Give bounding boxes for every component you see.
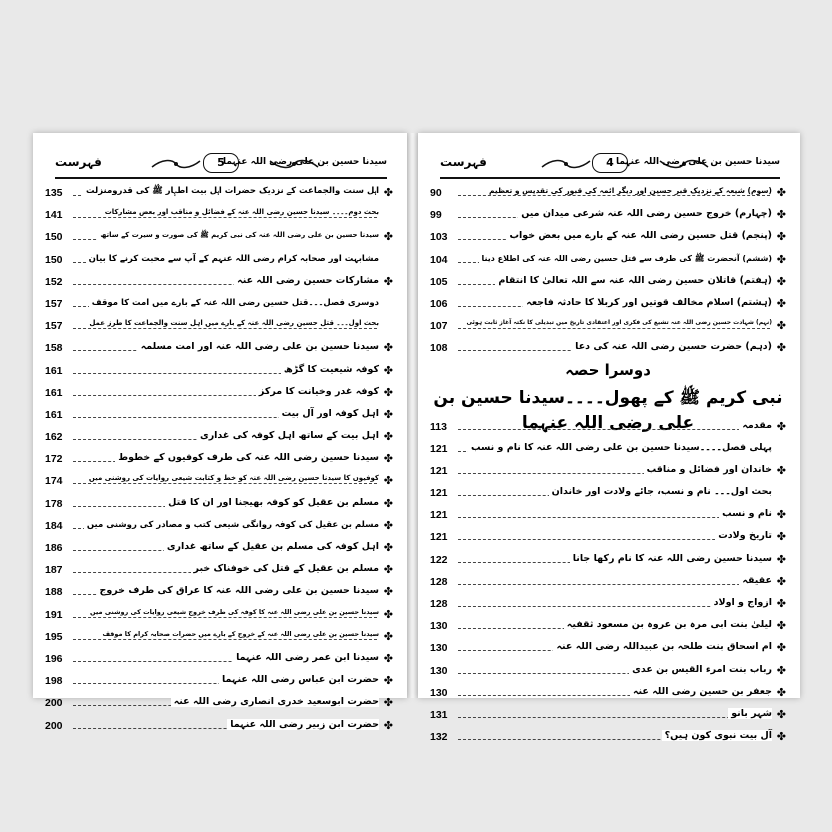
leader-dots [458,429,770,430]
toc-entry-text: (نہم) شہادت حسین رضی اللہ عنہ تشیع کی فکری اور اعتقادی تاریخ میں تبدیلی کا نکتہ آغاز ثابت ہوئی [464,319,772,326]
toc-entry-text: عقیقہ [739,575,772,586]
toc-entry [45,250,393,272]
toc-entry [430,727,786,749]
toc-entry-text: تاریخ ولادت [715,530,772,541]
toc-entry-text: کوفہ غدر وخیانت کا مرکز [256,386,379,397]
bullet-icon: ✤ [776,552,786,566]
toc-page-number: 121 [430,509,448,522]
toc-page-number: 103 [430,231,448,244]
toc-entry [430,338,786,360]
toc-entry-text: اہل سنت والجماعت کے نزدیک حضرات اہل بیت اطہار ﷺ کی قدرومنزلت [83,186,379,198]
toc-page-number: 113 [430,420,447,433]
toc-page-number: 121 [430,464,448,477]
toc-entry-text: سیدنا حسین بن علی رضی اللہ عنہ کا عراق کی طرف خروج [97,585,380,596]
toc-entry [45,183,393,205]
bullet-icon: ✤ [383,518,393,532]
toc-page-number: 184 [45,519,63,532]
right-page [418,133,800,744]
toc-page-number: 158 [45,342,63,355]
toc-page-number: 99 [430,209,442,222]
toc-page-number: 130 [430,686,448,699]
leader-dots [73,617,377,618]
toc-entry [430,461,786,483]
toc-page-number: 161 [45,408,63,421]
index-label: فہرست [55,155,102,169]
toc-entry [45,671,393,693]
toc-entry [45,627,393,649]
toc-entry-text: بحث اول۔۔۔ قتل حسین رضی اللہ عنہ کے بارے میں اہل سنت والجماعت کا طرز عمل [86,319,379,327]
toc-page-number: 135 [45,187,63,199]
toc-entry [430,505,786,527]
index-label: فہرست [440,155,487,169]
toc-page-number: 150 [45,253,63,266]
bullet-icon: ✤ [776,530,786,544]
toc-entry-text: مسلم بن عقیل کی کوفہ روانگی شیعی کتب و مصادر کی روشنی میں [84,519,379,530]
toc-entry-text: دوسری فصل۔۔۔قتل حسین رضی اللہ عنہ کے بارے میں امت کا موقف [89,297,379,308]
toc-entry-text: ازواج و اولاد [711,597,772,608]
toc-page-number: 130 [430,642,448,655]
toc-page-number: 130 [430,664,448,677]
toc-entry-text: سیدنا حسین رضی اللہ عنہ کی طرف کوفیوں کے خطوط [115,452,379,463]
toc-entry-text: سیدنا ابن عمر رضی اللہ عنہما [233,652,379,663]
toc-page-number: 162 [45,431,63,444]
toc-entry-text: (ششم) آنحضرت ﷺ کی طرف سے قتل حسین رضی اللہ عنہ کی اطلاع دینا [479,253,772,265]
toc-page-number: 128 [430,598,448,610]
running-title: سیدنا حسین بن علی رضی اللہ عنہما [615,157,780,167]
bullet-icon: ✤ [776,730,786,744]
toc-page-number: 106 [430,297,448,310]
section-title: دوسرا حصہ [565,360,651,379]
toc-entry [45,227,393,249]
bullet-icon: ✤ [776,707,786,721]
toc-page-number: 121 [430,531,448,544]
toc-entry [45,361,393,383]
bullet-icon: ✤ [383,407,393,421]
toc-entry [45,449,393,471]
toc-entry [430,439,786,461]
toc-page-number: 141 [45,209,63,222]
bullet-icon: ✤ [383,541,393,554]
toc-page-number: 200 [45,697,63,710]
toc-entry [430,483,786,505]
toc-page-number: 157 [45,320,63,333]
toc-page-number: 188 [45,586,63,599]
toc-entry-text: حضرت ابن زبیر رضی اللہ عنہما [227,719,379,730]
bullet-icon: ✤ [776,186,786,199]
toc-page-number: 121 [430,442,448,455]
toc-entry-text: حضرت ابن عباس رضی اللہ عنہما [219,674,379,685]
bullet-icon: ✤ [383,341,393,355]
leader-dots [458,195,770,196]
toc-entry [430,250,786,272]
bullet-icon: ✤ [383,585,393,599]
toc-list [430,183,786,749]
bullet-icon: ✤ [776,296,786,310]
bullet-icon: ✤ [776,508,786,522]
toc-entry [45,582,393,604]
bullet-icon: ✤ [776,208,786,222]
toc-page-number: 178 [45,497,63,510]
toc-entry-text: سیدنا حسین بن علی رضی اللہ عنہ کا کوفہ کی طرف خروج شیعی روایات کی روشنی میں [87,608,379,616]
toc-page-number: 90 [430,187,442,199]
bullet-icon: ✤ [776,641,786,655]
toc-entry [430,205,786,227]
toc-entry-text: نام و نسب [719,508,772,519]
toc-entry-text: (ہفتم) قاتلان حسین رضی اللہ عنہ سے اللہ تعالیٰ کا انتقام [495,275,772,286]
leader-dots [73,483,377,484]
toc-entry [45,605,393,627]
bullet-icon: ✤ [776,463,786,477]
toc-page-number: 132 [430,731,448,744]
toc-page-number: 130 [430,620,448,633]
bullet-icon: ✤ [383,563,393,577]
bullet-icon: ✤ [383,385,393,399]
toc-entry-text: سیدنا حسین رضی اللہ عنہ کا نام رکھا جانا [570,553,772,564]
toc-entry-text: ام اسحاق بنت طلحہ بن عبیداللہ رضی اللہ عنہ [553,641,772,652]
toc-entry [430,572,786,594]
page-header [440,153,780,179]
leader-dots [458,584,770,585]
toc-entry-text: سیدنا حسین بن علی رضی اللہ عنہ کے خروج کے بارے میں حضرات صحابہ کرام کا موقف [99,630,379,638]
toc-entry [45,471,393,493]
toc-entry-text: سیدنا حسین بن علی رضی اللہ عنہ اور امت مسلمہ [138,341,379,352]
toc-entry-text: مسلم بن عقیل کے قتل کی خوفناک خبر [191,563,379,574]
toc-entry-text: رباب بنت امرء القیس بن عدی [629,664,772,675]
bullet-icon: ✤ [776,274,786,288]
bullet-icon: ✤ [776,230,786,244]
toc-page-number: 161 [45,364,63,377]
toc-entry-text: اہل کوفہ اور آل بیت [279,408,379,419]
toc-entry-text: آل بیت نبوی کون ہیں؟ [662,730,772,741]
bullet-icon: ✤ [383,452,393,466]
toc-page-number: 196 [45,652,63,665]
bullet-icon: ✤ [776,341,786,355]
toc-page-number: 191 [45,608,63,621]
toc-entry [430,417,786,439]
toc-entry [45,560,393,582]
toc-entry [430,227,786,249]
toc-entry-text: (چہارم) خروج حسین رضی اللہ عنہ شرعی میدان میں [518,208,772,219]
section-subtitle: نبی کریم ﷺ کے پھول۔۔۔۔سیدنا حسین بن علی رضی اللہ عنہما [433,387,783,433]
toc-page-number: 187 [45,564,63,577]
bullet-icon: ✤ [776,619,786,633]
toc-entry-text: (پنجم) قتل حسین رضی اللہ عنہ کے بارے میں بعض خواب [506,230,772,241]
leader-dots [73,328,377,329]
toc-page-number: 186 [45,542,63,554]
toc-entry [430,661,786,683]
bullet-icon: ✤ [383,274,393,288]
bullet-icon: ✤ [383,629,393,643]
bullet-icon: ✤ [776,685,786,699]
toc-page-number: 108 [430,342,448,355]
page-number: 5 [203,153,239,173]
bullet-icon: ✤ [383,230,393,244]
bullet-icon: ✤ [383,430,393,444]
toc-entry [430,272,786,294]
toc-entry [45,405,393,427]
toc-entry [45,693,393,715]
ornament-icon [150,157,202,171]
toc-entry [45,294,393,316]
bullet-icon: ✤ [383,674,393,688]
toc-entry [430,616,786,638]
toc-list [45,183,393,738]
bullet-icon: ✤ [776,419,786,433]
bullet-icon: ✤ [383,696,393,710]
left-page [33,133,407,732]
toc-page-number: 121 [430,487,448,500]
toc-entry [430,705,786,727]
toc-page-number: 195 [45,630,63,643]
bullet-icon: ✤ [383,607,393,621]
bullet-icon: ✤ [383,474,393,488]
toc-entry [430,294,786,316]
leader-dots [458,328,770,329]
toc-entry [45,383,393,405]
toc-page-number: 105 [430,275,448,288]
bullet-icon: ✤ [383,651,393,665]
ornament-icon [540,157,592,171]
toc-entry-text: لیلیٰ بنت ابی مرہ بن عروہ بن مسعود ثقفیہ [564,619,772,630]
toc-entry [430,594,786,616]
toc-entry [45,538,393,560]
toc-entry [430,638,786,660]
bullet-icon: ✤ [776,663,786,677]
toc-entry [430,527,786,549]
toc-entry [430,683,786,705]
running-title: سیدنا حسین بن علی رضی اللہ عنہما [222,157,387,167]
toc-page-number: 152 [45,275,63,288]
toc-entry-text: خاندان اور فضائل و مناقب [644,464,772,475]
toc-page-number: 172 [45,453,63,466]
page-header [55,153,387,179]
toc-entry-text: سیدنا حسین بن علی رضی اللہ عنہ کی نبی کریم ﷺ کی صورت و سیرت کے ساتھ [97,230,379,241]
toc-entry-text: (دہم) حضرت حسین رضی اللہ عنہ کی دعا [572,341,772,352]
toc-entry [45,516,393,538]
toc-page-number: 122 [430,553,448,566]
toc-entry [45,716,393,738]
toc-entry [45,205,393,227]
toc-page-number: 128 [430,575,448,588]
toc-entry-text: اہل کوفہ کی مسلم بن عقیل کے ساتھ غداری [164,541,379,552]
toc-page-number: 107 [430,320,448,333]
page-number: 4 [592,153,628,173]
bullet-icon: ✤ [383,496,393,510]
toc-entry-text: شہر بانو [728,708,772,719]
toc-entry [45,316,393,338]
bullet-icon: ✤ [776,574,786,588]
toc-entry-text: مشارکات حسین رضی اللہ عنہ [234,275,379,286]
toc-entry-text: (ہشتم) اسلام مخالف قوتیں اور کربلا کا حادثہ فاجعہ [523,297,772,308]
toc-entry [45,272,393,294]
toc-entry [45,427,393,449]
toc-entry-text: بحث اول۔۔۔ نام و نسب، جائے ولادت اور خاندان [549,486,772,497]
bullet-icon: ✤ [776,319,786,333]
toc-entry [430,316,786,338]
toc-entry-text: کوفیوں کا سیدنا حسین رضی اللہ عنہ کو خط و کتابت شیعی روایات کی روشنی میں [86,474,379,482]
toc-entry-text: حضرت ابوسعید خدری انصاری رضی اللہ عنہ [171,696,379,707]
toc-page-number: 174 [45,475,63,488]
toc-entry [45,338,393,360]
toc-page-number: 131 [430,708,448,721]
toc-entry-text: مسلم بن عقیل کو کوفہ بھیجنا اور ان کا قتل [165,497,379,508]
bullet-icon: ✤ [776,597,786,610]
toc-entry-text: مشابہت اور صحابہ کرام رضی اللہ عنہم کے آپ سے محبت کرنے کا بیان [86,253,379,264]
toc-entry-text: پہلی فصل۔۔۔۔سیدنا حسین بن علی رضی اللہ عنہ کا نام و نسب [468,442,772,453]
toc-entry-text: اہل بیت کے ساتھ اہل کوفہ کی غداری [197,430,379,441]
toc-entry [45,494,393,516]
toc-page-number: 161 [45,386,63,399]
toc-entry-text: مقدمہ [739,420,772,431]
leader-dots [73,639,377,640]
toc-page-number: 200 [45,719,63,732]
toc-entry [430,550,786,572]
bullet-icon: ✤ [383,186,393,199]
bullet-icon: ✤ [776,252,786,266]
toc-entry-text: (سوم) شیعہ کے نزدیک قبر حسین اور دیگر ائمہ کی قبور کی تقدیس و تعظیم [486,186,772,195]
bullet-icon: ✤ [383,363,393,377]
toc-page-number: 198 [45,675,63,688]
toc-entry-text: بحث دوم۔۔۔۔ سیدنا حسین رضی اللہ عنہ کے فضائل و مناقب اور بعض مشارکات [102,208,379,216]
toc-page-number: 104 [430,253,448,266]
toc-entry-text: کوفہ شیعیت کا گڑھ [281,364,379,375]
toc-entry [430,183,786,205]
toc-entry [45,649,393,671]
toc-entry-text: جعفر بن حسین رضی اللہ عنہ [630,686,772,697]
leader-dots [73,217,377,218]
bullet-icon: ✤ [383,718,393,732]
toc-page-number: 150 [45,231,63,244]
toc-page-number: 157 [45,297,63,310]
leader-dots [458,717,770,718]
